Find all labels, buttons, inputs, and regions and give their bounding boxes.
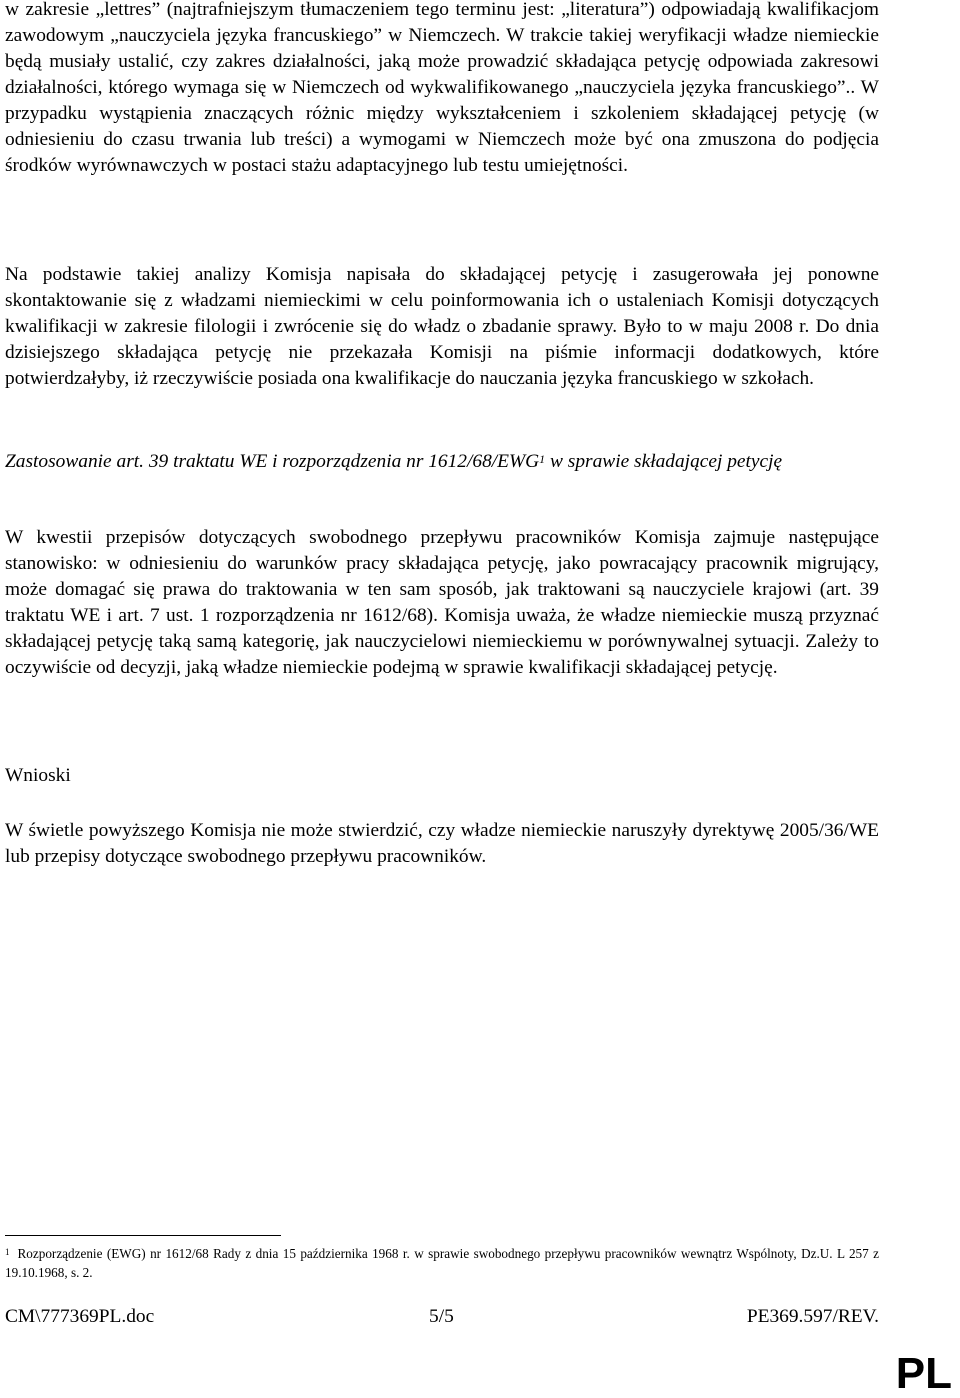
body-paragraph-4: W świetle powyższego Komisja nie może stwierdzić, czy władze niemieckie naruszyły dyrektywę 2005/36/WE lub przepisy dotyczące swobodnego przepływu pracowników. (5, 820, 879, 867)
body-paragraph-2: Na podstawie takiej analizy Komisja napisała do składającej petycję i zasugerowała jej ponowne skontaktowanie się z władzami niemieckimi w celu poinformowania ich o ustaleniach Komisji dotyczących kwalifikacji w zakresie filologii i zwrócenie się do władz o zbadanie sprawy. Było to w maju 2008 r. Do dnia dzisiejszego składająca petycję nie przekazała Komisji na piśmie informacji dodatkowych, które potwierdzałyby, iż rzeczywiście posiada ona kwalifikacje do nauczania języka francuskiego w szkołach. (5, 264, 879, 389)
section-heading-article-39 (5, 448, 879, 475)
footnote-text: Rozporządzenie (EWG) nr 1612/68 Rady z dnia 15 października 1968 r. w sprawie swobodnego przepływu pracowników wewnątrz Wspólnoty, Dz.U. L 257 z 19.10.1968, s. 2. (5, 1246, 879, 1280)
footer-page-number: 5/5 (429, 1306, 454, 1327)
section-heading-article-39-text: Zastosowanie art. 39 traktatu WE i rozporządzenia nr 1612/68/EWG (5, 451, 540, 472)
body-paragraph-3: W kwestii przepisów dotyczących swobodnego przepływu pracowników Komisja zajmuje następujące stanowisko: w odniesieniu do warunków pracy składająca petycję, jako powracający pracownik migrujący, może domagać się prawa do traktowania w ten sam sposób, jak traktowani są nauczyciele krajowi (art. 39 traktatu WE i art. 7 ust. 1 rozporządzenia nr 1612/68). Komisja uważa, że władze niemieckie muszą przyznać składającej petycję taką samą kategorię, jak nauczycielowi niemieckiemu w porównywalnej sytuacji. Zależy to oczywiście od decyzji, jaką władze niemieckie podejmą w sprawie kwalifikacji składającej petycję. (5, 527, 879, 678)
footnote-separator (5, 1235, 281, 1236)
section-heading-article-39-text-cont: w sprawie składającej petycję (545, 451, 783, 472)
footer-document-reference: PE369.597/REV. (746, 1306, 879, 1327)
section-heading-conclusions: Wnioski (5, 765, 71, 786)
footnote-reference: 1 (539, 452, 546, 466)
language-tag: PL (895, 1349, 952, 1398)
footnote (5, 1244, 879, 1282)
page-footer (5, 1304, 879, 1330)
footnote-marker: 1 (5, 1247, 10, 1257)
body-paragraph-1: w zakresie „lettres” (najtrafniejszym tłumaczeniem tego terminu jest: „literatura”) odpowiadają kwalifikacjom zawodowym „nauczyciela języka francuskiego” w Niemczech. W trakcie takiej weryfikacji władze niemieckie będą musiały ustalić, czy zakres działalności, jaką może prowadzić składająca petycję odpowiada zakresowi działalności, którego wymaga się w Niemczech od wykwalifikowanego „nauczyciela języka francuskiego”.. W przypadku wystąpienia znaczących różnic między wykształceniem i szkoleniem składającej petycję (w odniesieniu do czasu trwania lub treści) a wymogami w Niemczech może być ona zmuszona do podjęcia środków wyrównawczych w postaci stażu adaptacyjnego lub testu umiejętności. (5, 0, 879, 176)
footer-file-reference: CM\777369PL.doc (5, 1306, 155, 1327)
